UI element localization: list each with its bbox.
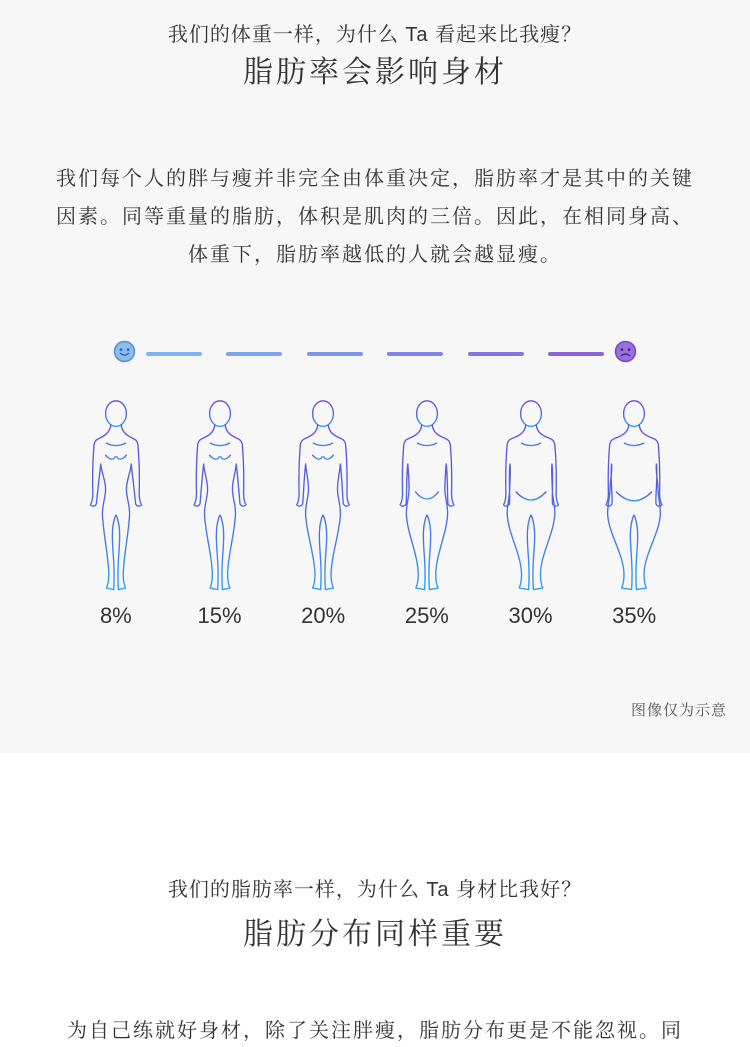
scale-dash [387,352,443,356]
body-fat-labels-row [64,603,686,629]
illustration-note: 图像仅为示意 [630,702,727,719]
section1-paragraph: 我们每个人的胖与瘦并非完全由体重决定，脂肪率才是其中的关键因素。同等重量的脂肪，体积是肌肉的三倍。因此，在相同身高、体重下，脂肪率越低的人就会越显瘦。 [56,168,694,266]
body-fat-label: 35% [612,603,657,628]
section2-paragraph: 为自己练就好身材，除了关注胖瘦，脂肪分布更是不能忽视。同 [67,1020,683,1042]
happy-face-icon [113,340,136,368]
body-figure-25% [375,396,479,596]
scale-dash [468,352,524,356]
body-fat-label: 20% [301,603,346,628]
scale-dash [146,352,202,356]
sad-face-icon [614,340,637,368]
section1-title: 脂肪率会影响身材 [243,56,507,89]
section2-title: 脂肪分布同样重要 [243,918,507,951]
fat-scale-row [113,342,637,365]
fat-scale-dashes [146,352,604,356]
scale-dash [307,352,363,356]
scale-dash [548,352,604,356]
body-fat-label: 8% [99,603,132,628]
section2-subtitle: 我们的脂肪率一样，为什么 Ta 身材比我好？ [167,879,583,901]
scale-dash [226,352,282,356]
section-fat-distribution [0,753,750,1047]
body-figure-8% [64,396,168,596]
body-fat-label: 15% [197,603,242,628]
body-figure-30% [479,396,583,596]
body-figures-row [64,396,686,596]
body-figure-35% [582,396,686,596]
body-figure-15% [168,396,272,596]
body-fat-label: 25% [404,603,449,628]
body-figure-20% [271,396,375,596]
section1-subtitle: 我们的体重一样，为什么 Ta 看起来比我瘦？ [167,24,583,46]
body-fat-label: 30% [508,603,553,628]
